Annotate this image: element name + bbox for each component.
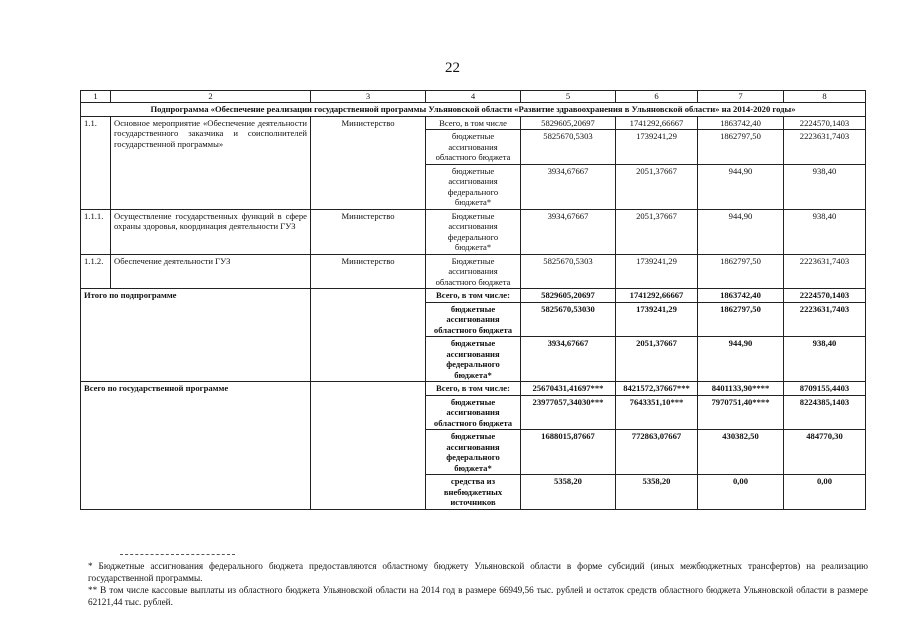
value-cell: 2224570,1403: [784, 289, 866, 303]
funding-source: бюджетные ассигнования федерального бюджета*: [426, 164, 521, 209]
footnote-federal: * Бюджетные ассигнования федерального бюджета предоставляются областному бюджету Ульяновской области в форме субсидий (иных межбюджетных трансфертов) на реализацию государственной программы.: [88, 561, 868, 583]
value-cell: 7970751,40****: [698, 395, 784, 430]
column-number: 4: [426, 91, 521, 103]
table-row: [81, 116, 866, 130]
value-cell: 0,00: [784, 475, 866, 510]
value-cell: 7643351,10***: [616, 395, 698, 430]
column-number: 6: [616, 91, 698, 103]
funding-source: Всего, в том числе:: [426, 382, 521, 396]
value-cell: 1862797,50: [698, 254, 784, 289]
value-cell: 5358,20: [616, 475, 698, 510]
row-code: 1.1.1.: [81, 209, 111, 254]
value-cell: 1862797,50: [698, 130, 784, 165]
page-number: 22: [445, 60, 460, 76]
subprogram-total-label: Итого по подпрограмме: [81, 289, 311, 382]
value-cell: 1862797,50: [698, 302, 784, 337]
value-cell: 1863742,40: [698, 289, 784, 303]
funding-source: Всего, в том числе:: [426, 289, 521, 303]
value-cell: 938,40: [784, 164, 866, 209]
row-executor: Министерство: [311, 254, 426, 289]
empty-cell: [311, 382, 426, 510]
subprogram-title-row: [81, 103, 866, 117]
column-number: 1: [81, 91, 111, 103]
column-number: 3: [311, 91, 426, 103]
value-cell: 5825670,5303: [521, 254, 616, 289]
column-number: 7: [698, 91, 784, 103]
value-cell: 8709155,4403: [784, 382, 866, 396]
value-cell: 8401133,90****: [698, 382, 784, 396]
value-cell: 2051,37667: [616, 164, 698, 209]
value-cell: 944,90: [698, 337, 784, 382]
value-cell: 1741292,66667: [616, 289, 698, 303]
value-cell: 938,40: [784, 337, 866, 382]
footnote-cash-payments: ** В том числе кассовые выплаты из областного бюджета Ульяновской области на 2014 год в размере 66949,56 тыс. рублей и остаток средств областного бюджета Ульяновской области в размере 62121,44 тыс. рублей.: [88, 585, 868, 607]
table-row: [81, 289, 866, 303]
column-number: 8: [784, 91, 866, 103]
value-cell: 3934,67667: [521, 209, 616, 254]
value-cell: 23977057,34030***: [521, 395, 616, 430]
value-cell: 8421572,37667***: [616, 382, 698, 396]
funding-source: бюджетные ассигнования областного бюджета: [426, 395, 521, 430]
program-total-label: Всего по государственной программе: [81, 382, 311, 510]
funding-source: Всего, в том числе: [426, 116, 521, 130]
value-cell: 944,90: [698, 164, 784, 209]
table-row: [81, 254, 866, 289]
row-code: 1.1.: [81, 116, 111, 209]
value-cell: 5825670,53030: [521, 302, 616, 337]
table-row: [81, 209, 866, 254]
table-row: [81, 382, 866, 396]
column-number: 2: [111, 91, 311, 103]
funding-source: бюджетные ассигнования областного бюджета: [426, 130, 521, 165]
column-number-row: [81, 91, 866, 103]
value-cell: 1739241,29: [616, 130, 698, 165]
value-cell: 430382,50: [698, 430, 784, 475]
value-cell: 5358,20: [521, 475, 616, 510]
value-cell: 944,90: [698, 209, 784, 254]
value-cell: 3934,67667: [521, 337, 616, 382]
row-description: Обеспечение деятельности ГУЗ: [111, 254, 311, 289]
value-cell: 5825670,5303: [521, 130, 616, 165]
value-cell: 2223631,7403: [784, 130, 866, 165]
value-cell: 484770,30: [784, 430, 866, 475]
value-cell: 8224385,1403: [784, 395, 866, 430]
footnote-separator: [120, 554, 235, 555]
funding-source: Бюджетные ассигнования федерального бюджета*: [426, 209, 521, 254]
column-number: 5: [521, 91, 616, 103]
subprogram-title: Подпрограмма «Обеспечение реализации государственной программы Ульяновской области «Развитие здравоохранения в Ульяновской области» на 2014-2020 годы»: [81, 103, 866, 117]
value-cell: 1863742,40: [698, 116, 784, 130]
value-cell: 2224570,1403: [784, 116, 866, 130]
funding-source: средства из внебюджетных источников: [426, 475, 521, 510]
value-cell: 0,00: [698, 475, 784, 510]
value-cell: 5829605,20697: [521, 116, 616, 130]
value-cell: 2223631,7403: [784, 254, 866, 289]
value-cell: 2051,37667: [616, 209, 698, 254]
row-executor: Министерство: [311, 116, 426, 209]
funding-source: Бюджетные ассигнования областного бюджета: [426, 254, 521, 289]
value-cell: 1688015,87667: [521, 430, 616, 475]
row-description: Основное мероприятие «Обеспечение деятельности государственного заказчика и соисполнителей государственной программы»: [111, 116, 311, 209]
budget-table: [80, 90, 866, 510]
row-code: 1.1.2.: [81, 254, 111, 289]
funding-source: бюджетные ассигнования областного бюджета: [426, 302, 521, 337]
value-cell: 2223631,7403: [784, 302, 866, 337]
value-cell: 1739241,29: [616, 254, 698, 289]
value-cell: 938,40: [784, 209, 866, 254]
value-cell: 772863,07667: [616, 430, 698, 475]
value-cell: 1739241,29: [616, 302, 698, 337]
row-executor: Министерство: [311, 209, 426, 254]
empty-cell: [311, 289, 426, 382]
value-cell: 25670431,41697***: [521, 382, 616, 396]
row-description: Осуществление государственных функций в сфере охраны здоровья, координация деятельности ГУЗ: [111, 209, 311, 254]
funding-source: бюджетные ассигнования федерального бюджета*: [426, 337, 521, 382]
value-cell: 5829605,20697: [521, 289, 616, 303]
value-cell: 3934,67667: [521, 164, 616, 209]
value-cell: 2051,37667: [616, 337, 698, 382]
funding-source: бюджетные ассигнования федерального бюджета*: [426, 430, 521, 475]
value-cell: 1741292,66667: [616, 116, 698, 130]
